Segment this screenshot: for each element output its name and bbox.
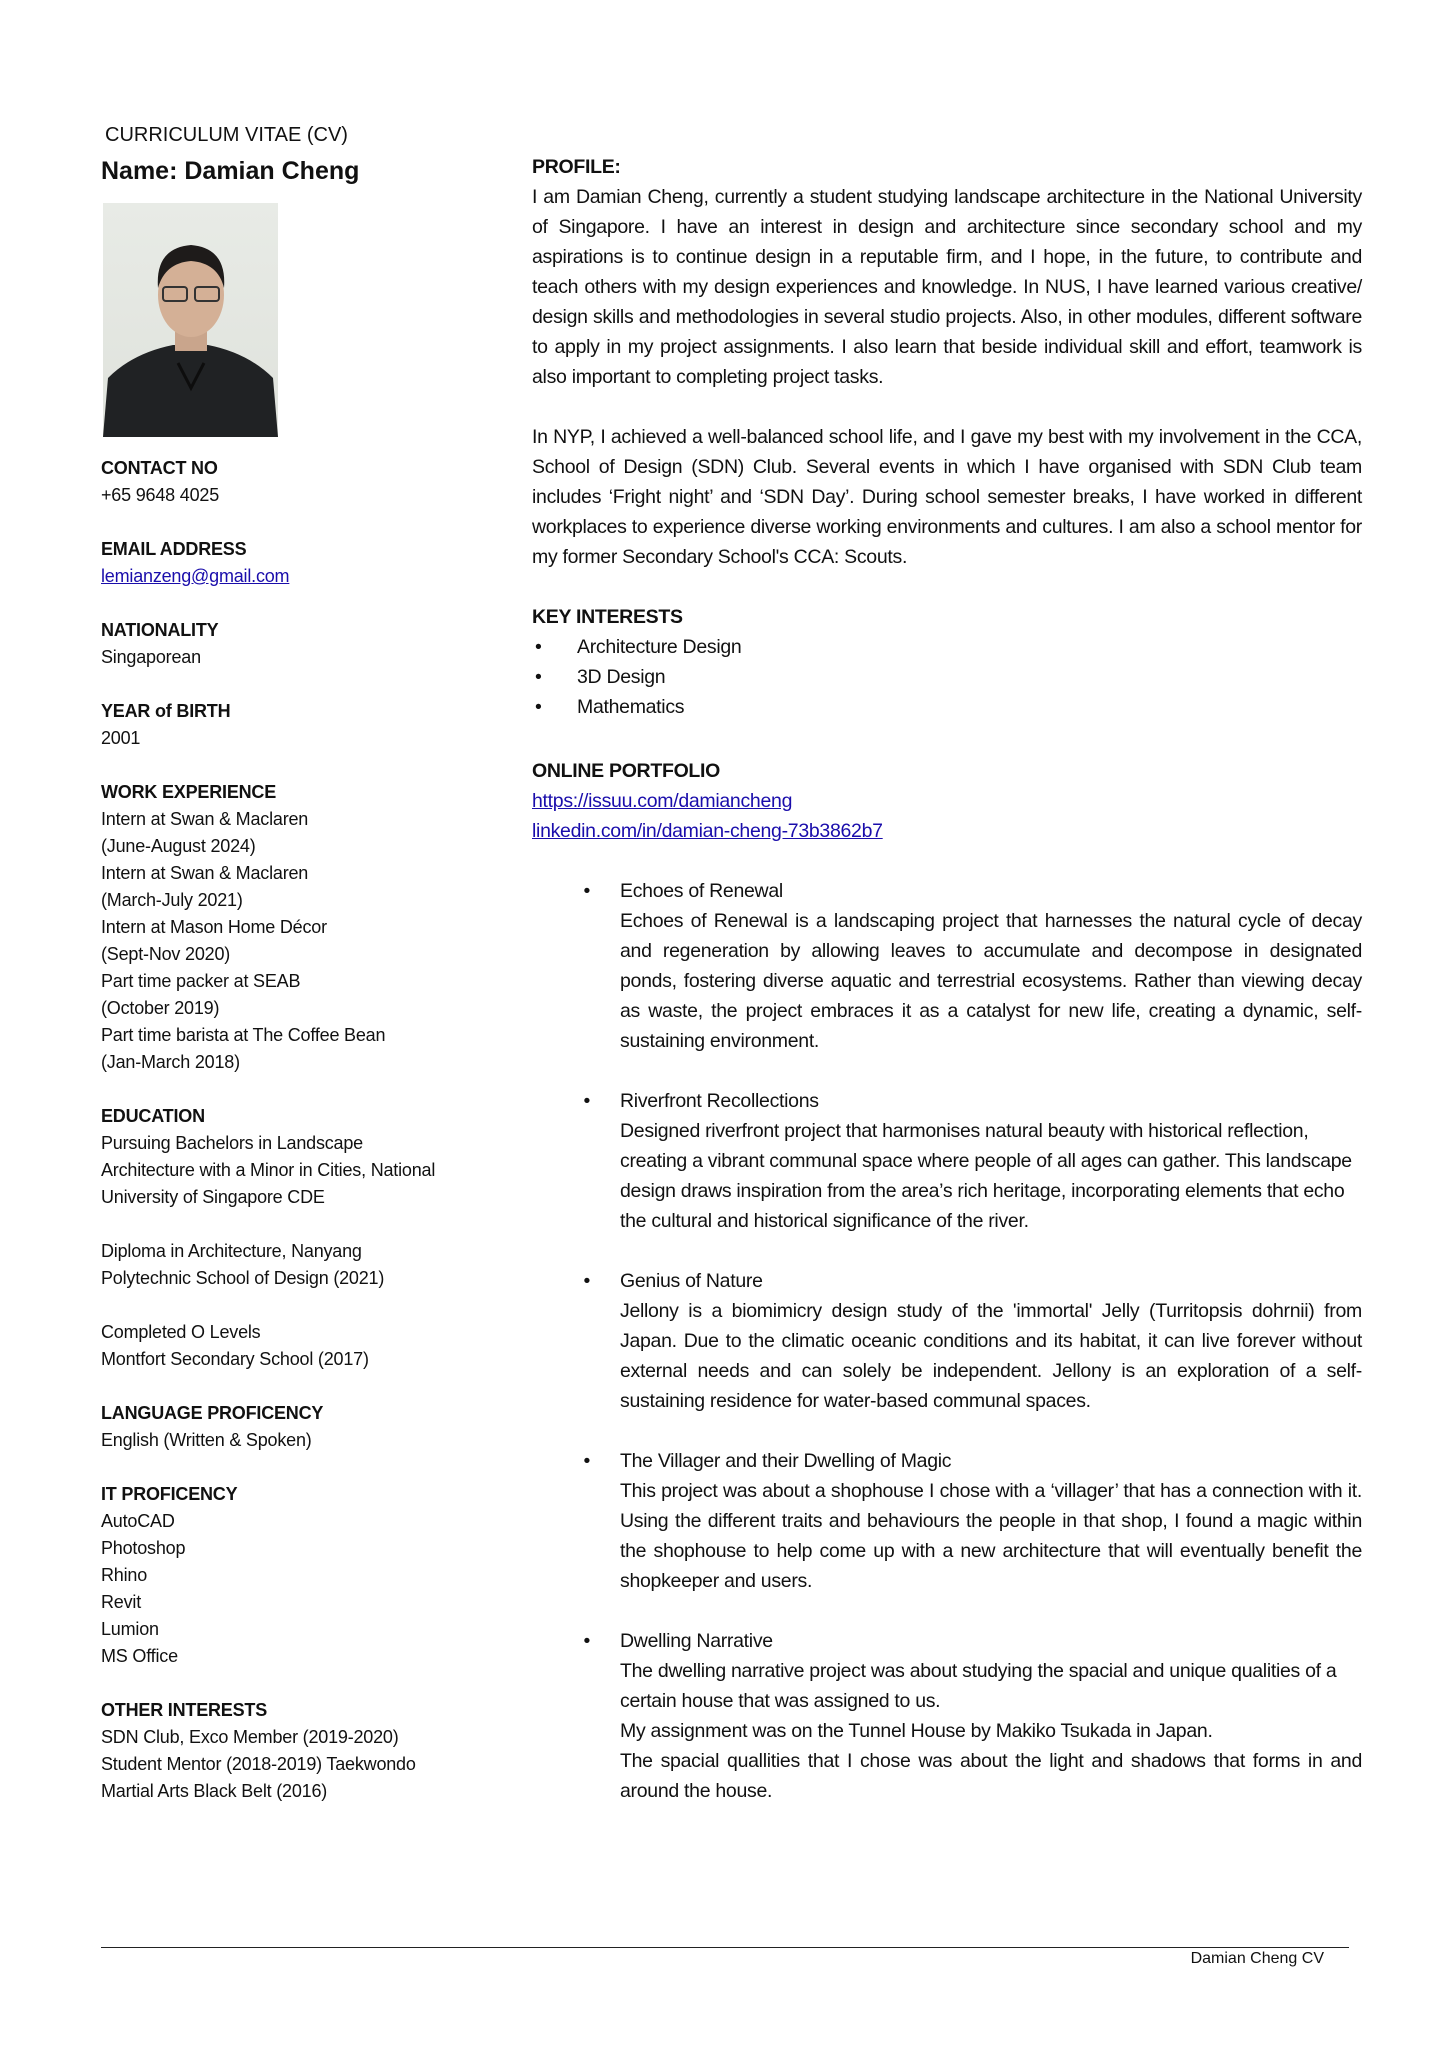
issuu-link[interactable]: https://issuu.com/damiancheng	[532, 790, 793, 812]
edu-line: University of Singapore CDE	[101, 1187, 325, 1207]
linkedin-link[interactable]: linkedin.com/in/damian-cheng-73b3862b7	[532, 820, 883, 842]
project-title: Echoes of Renewal	[620, 880, 783, 902]
document-title: CURRICULUM VITAE (CV)	[105, 124, 348, 146]
work-line: Intern at Swan & Maclaren	[101, 863, 309, 883]
project-item	[532, 1266, 1362, 1416]
nationality-section	[101, 617, 521, 671]
interest-line: Student Mentor (2018-2019) Taekwondo	[101, 1754, 416, 1774]
bullet-icon: •	[535, 636, 542, 658]
it-section	[101, 1481, 521, 1670]
bullet-icon: •	[583, 1630, 590, 1652]
project-title: Riverfront Recollections	[620, 1090, 819, 1112]
project-description: This project was about a shophouse I chose with a ‘villager’ that has a connection with it. Using the different traits and behaviours the people in that shop, I found a magic within the shophouse to help come up with a new architecture that will eventually benefit the shopkeeper and users.	[620, 1480, 1362, 1592]
work-line: (Sept-Nov 2020)	[101, 944, 231, 964]
project-item	[532, 876, 1362, 1056]
section-heading: CONTACT NO	[101, 458, 218, 478]
nationality-value: Singaporean	[101, 647, 201, 667]
work-line: Part time barista at The Coffee Bean	[101, 1025, 386, 1045]
bullet-icon: •	[583, 880, 590, 902]
project-item	[532, 1446, 1362, 1596]
profile-paragraph: In NYP, I achieved a well-balanced school life, and I gave my best with my involvement in the CCA, School of Design (SDN) Club. Several events in which I have organised with SDN Club team includes ‘Fright night’ and ‘SDN Day’. During school semester breaks, I have worked in different workplaces to experience diverse working environments and cultures. I am also a school mentor for my former Secondary School's CCA: Scouts.	[532, 426, 1362, 568]
profile-photo	[103, 203, 278, 437]
it-skill: AutoCAD	[101, 1511, 175, 1531]
interest-label: Mathematics	[577, 696, 685, 718]
project-item	[532, 1626, 1362, 1806]
section-heading: WORK EXPERIENCE	[101, 782, 277, 802]
work-line: (October 2019)	[101, 998, 220, 1018]
it-skill: MS Office	[101, 1646, 178, 1666]
work-line: Intern at Swan & Maclaren	[101, 809, 309, 829]
edu-line: Pursuing Bachelors in Landscape	[101, 1133, 363, 1153]
work-line: Intern at Mason Home Décor	[101, 917, 327, 937]
project-title: Dwelling Narrative	[620, 1630, 773, 1652]
it-skill: Revit	[101, 1592, 142, 1612]
bullet-icon: •	[535, 666, 542, 688]
project-title: The Villager and their Dwelling of Magic	[620, 1450, 952, 1472]
interest-label: 3D Design	[577, 666, 666, 688]
work-line: (March-July 2021)	[101, 890, 243, 910]
bullet-icon: •	[583, 1090, 590, 1112]
section-heading: YEAR of BIRTH	[101, 701, 231, 721]
section-heading: EDUCATION	[101, 1106, 205, 1126]
bullet-icon: •	[583, 1450, 590, 1472]
interest-label: Architecture Design	[577, 636, 742, 658]
it-skill: Rhino	[101, 1565, 148, 1585]
interest-item	[532, 632, 1362, 662]
bullet-icon: •	[583, 1270, 590, 1292]
footer-divider	[101, 1947, 1349, 1948]
language-section	[101, 1400, 521, 1454]
section-heading: IT PROFICENCY	[101, 1484, 238, 1504]
project-item	[532, 1086, 1362, 1236]
interest-item	[532, 662, 1362, 692]
project-description: Designed riverfront project that harmonises natural beauty with historical reflection, creating a vibrant communal space where people of all ages can gather. This landscape design draws inspiration from the area’s rich heritage, incorporating elements that echo the cultural and historical significance of the river.	[620, 1120, 1352, 1232]
key-interests-heading: KEY INTERESTS	[532, 606, 683, 628]
it-skill: Photoshop	[101, 1538, 186, 1558]
edu-line: Architecture with a Minor in Cities, National	[101, 1160, 436, 1180]
candidate-name: Name: Damian Cheng	[101, 157, 360, 185]
contact-section	[101, 455, 521, 509]
edu-line: Polytechnic School of Design (2021)	[101, 1268, 385, 1288]
language-value: English (Written & Spoken)	[101, 1430, 312, 1450]
edu-line: Completed O Levels	[101, 1322, 261, 1342]
work-line: (June-August 2024)	[101, 836, 256, 856]
work-section	[101, 779, 521, 1076]
left-column	[101, 455, 521, 1832]
section-heading: OTHER INTERESTS	[101, 1700, 268, 1720]
birth-year: 2001	[101, 728, 141, 748]
footer-text: Damian Cheng CV	[1190, 1950, 1324, 1967]
bullet-icon: •	[535, 696, 542, 718]
email-link[interactable]: lemianzeng@gmail.com	[101, 566, 290, 586]
other-interests-section	[101, 1697, 521, 1805]
project-description: Echoes of Renewal is a landscaping project that harnesses the natural cycle of decay and regeneration by allowing leaves to accumulate and decompose in designated ponds, fostering diverse aquatic and terrestrial ecosystems. Rather than viewing decay as waste, the project embraces it as a catalyst for new life, creating a dynamic, self-sustaining environment.	[620, 910, 1362, 1052]
email-section	[101, 536, 521, 590]
education-section	[101, 1103, 521, 1373]
project-description: My assignment was on the Tunnel House by Makiko Tsukada in Japan.	[620, 1720, 1213, 1742]
section-heading: NATIONALITY	[101, 620, 219, 640]
profile-paragraph: I am Damian Cheng, currently a student studying landscape architecture in the National University of Singapore. I have an interest in design and architecture since secondary school and my aspirations is to continue design in a reputable firm, and I hope, in the future, to contribute and teach others with my design experiences and knowledge. In NUS, I have learned various creative/ design skills and methodologies in several studio projects. Also, in other modules, different software to apply in my project assignments. I also learn that beside individual skill and effort, teamwork is also important to completing project tasks.	[532, 186, 1362, 388]
edu-line: Diploma in Architecture, Nanyang	[101, 1241, 362, 1261]
phone-number: +65 9648 4025	[101, 485, 220, 505]
work-line: (Jan-March 2018)	[101, 1052, 240, 1072]
it-skill: Lumion	[101, 1619, 159, 1639]
section-heading: EMAIL ADDRESS	[101, 539, 247, 559]
portfolio-heading: ONLINE PORTFOLIO	[532, 760, 721, 782]
work-line: Part time packer at SEAB	[101, 971, 301, 991]
right-column	[532, 152, 1362, 1836]
birth-section	[101, 698, 521, 752]
project-description: The spacial quallities that I chose was about the light and shadows that forms in and around the house.	[620, 1750, 1362, 1802]
project-description: The dwelling narrative project was about studying the spacial and unique qualities of a certain house that was assigned to us.	[620, 1660, 1337, 1712]
interest-line: Martial Arts Black Belt (2016)	[101, 1781, 328, 1801]
interest-item	[532, 692, 1362, 722]
section-heading: LANGUAGE PROFICENCY	[101, 1403, 324, 1423]
project-title: Genius of Nature	[620, 1270, 763, 1292]
project-description: Jellony is a biomimicry design study of the 'immortal' Jelly (Turritopsis dohrnii) from Japan. Due to the climatic oceanic conditions and its habitat, it can live forever without external needs and can solely be independent. Jellony is an exploration of a self-sustaining residence for water-based communal spaces.	[620, 1300, 1362, 1412]
edu-line: Montfort Secondary School (2017)	[101, 1349, 369, 1369]
profile-heading: PROFILE:	[532, 156, 621, 178]
interest-line: SDN Club, Exco Member (2019-2020)	[101, 1727, 399, 1747]
